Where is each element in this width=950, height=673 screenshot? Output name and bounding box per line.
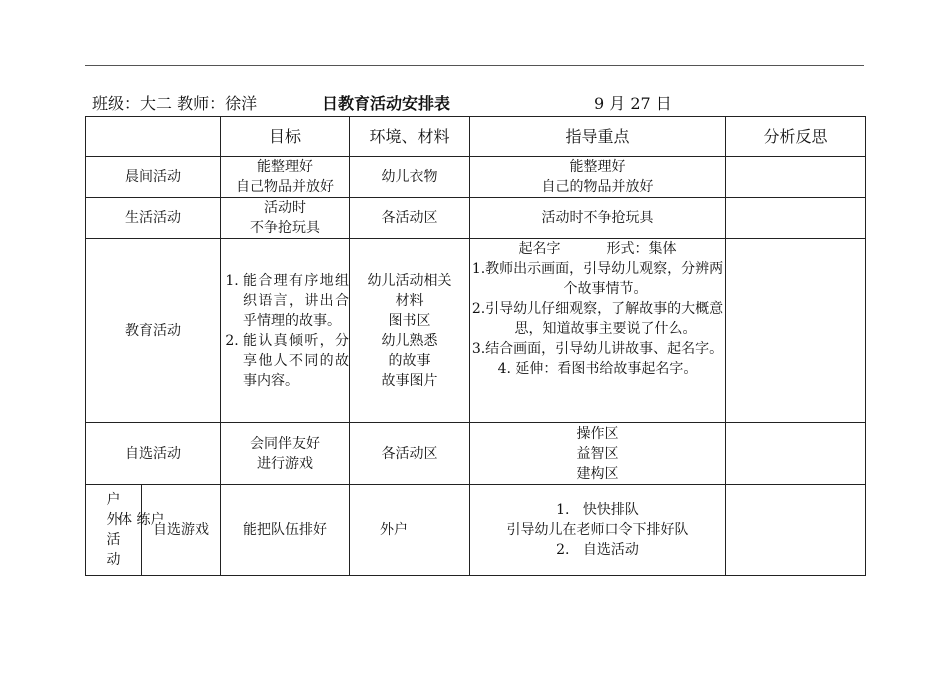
guide-step: 2.引导幼儿仔细观察，了解故事的大概意思，知道故事主要说了什么。 (471, 301, 724, 337)
col-header-env: 环境、材料 (350, 117, 470, 157)
morning-reflect-cell (726, 157, 866, 198)
class-teacher-label: 班级：大二 教师：徐洋 (92, 94, 258, 113)
table-header-row (86, 117, 866, 157)
row-label-outdoor (86, 485, 142, 576)
row-label-morning: 晨间活动 (86, 157, 221, 198)
row-label-life: 生活活动 (86, 198, 221, 239)
outdoor-label-char: 户 (106, 492, 121, 508)
guide-step: 3.结合画面，引导幼儿讲故事、起名字。 (471, 341, 724, 357)
goal-text: 能合理有序地组织语言，讲出合乎情理的故事。 (243, 272, 349, 329)
guide-topic-line (470, 239, 725, 259)
outdoor-goal-cell: 能把队伍排好 (221, 485, 350, 576)
morning-guide-line: 能整理好 (569, 159, 626, 175)
outdoor-label-char: 外 (106, 512, 121, 528)
education-env-line: 故事图片 (381, 372, 438, 389)
morning-guide-cell (470, 157, 726, 198)
outdoor-reflect-cell (726, 485, 866, 576)
education-env-line: 材料 (395, 292, 424, 309)
outdoor-env-cell: 外户 (350, 485, 470, 576)
table-row (86, 485, 866, 576)
optional-goal-line: 会同伴友好 (250, 435, 320, 452)
table-row (86, 157, 866, 198)
outdoor-sub-label-cell (118, 485, 221, 576)
col-header-reflect: 分析反思 (726, 117, 866, 157)
outdoor-overlap-text: 体 练户 (118, 512, 165, 528)
optional-env-cell: 各活动区 (350, 423, 470, 485)
page-title: 日教育活动安排表 (322, 94, 451, 113)
life-goal-line: 活动时 (264, 200, 306, 216)
col-header-guide: 指导重点 (470, 117, 726, 157)
morning-guide-line: 自己的物品并放好 (541, 179, 654, 195)
goal-text: 能认真倾听，分享他人不同的故事内容。 (243, 332, 349, 389)
date-label: 9 月 27 日 (594, 94, 672, 113)
education-goal-cell (221, 239, 350, 423)
life-goal-line: 不争抢玩具 (250, 220, 320, 236)
education-env-line: 的故事 (388, 352, 431, 369)
guide-topic: 起名字 (518, 241, 561, 257)
optional-reflect-cell (726, 423, 866, 485)
education-goal-item (221, 271, 349, 331)
row-label-optional: 自选活动 (86, 423, 221, 485)
goal-number: 2. (225, 332, 239, 349)
col-header-goal: 目标 (221, 117, 350, 157)
education-env-line: 图书区 (388, 312, 431, 329)
morning-goal-line: 自己物品并放好 (236, 179, 334, 195)
education-env-line: 幼儿熟悉 (381, 332, 438, 349)
outdoor-guide-line: 1. 快快排队 (556, 502, 639, 518)
outdoor-label-char: 活 (106, 532, 121, 548)
row-label-education: 教育活动 (86, 239, 221, 423)
morning-goal-cell (221, 157, 350, 198)
goal-number: 1. (225, 272, 239, 289)
life-goal-cell (221, 198, 350, 239)
outdoor-guide-cell (470, 485, 726, 576)
education-env-cell (350, 239, 470, 423)
outdoor-label-char: 动 (106, 552, 121, 568)
guide-step: 1.教师出示画面，引导幼儿观察，分辨两个故事情节。 (471, 261, 724, 297)
header-rule (85, 65, 864, 66)
life-reflect-cell (726, 198, 866, 239)
header-corner-cell (86, 117, 221, 157)
education-reflect-cell (726, 239, 866, 423)
optional-guide-line: 益智区 (576, 445, 619, 462)
life-env-cell: 各活动区 (350, 198, 470, 239)
table-row (86, 423, 866, 485)
optional-guide-cell (470, 423, 726, 485)
outdoor-guide-line: 2. 自选活动 (556, 542, 639, 558)
optional-guide-line: 操作区 (576, 425, 619, 442)
table-row (86, 239, 866, 423)
outdoor-guide-line: 引导幼儿在老师口令下排好队 (506, 522, 689, 538)
table-row (86, 198, 866, 239)
life-guide-cell: 活动时不争抢玩具 (470, 198, 726, 239)
education-env-line: 幼儿活动相关 (367, 272, 452, 289)
optional-guide-line: 建构区 (576, 465, 619, 482)
morning-env-cell: 幼儿衣物 (350, 157, 470, 198)
guide-step: 4. 延伸：看图书给故事起名字。 (497, 361, 698, 377)
morning-goal-line: 能整理好 (257, 159, 313, 175)
optional-goal-line: 进行游戏 (257, 455, 313, 472)
outdoor-sub-label: 自选游戏 (153, 522, 209, 538)
schedule-table (85, 116, 866, 576)
guide-form: 形式：集体 (606, 241, 677, 257)
optional-goal-cell (221, 423, 350, 485)
education-goal-item (221, 331, 349, 391)
education-guide-cell (470, 239, 726, 423)
